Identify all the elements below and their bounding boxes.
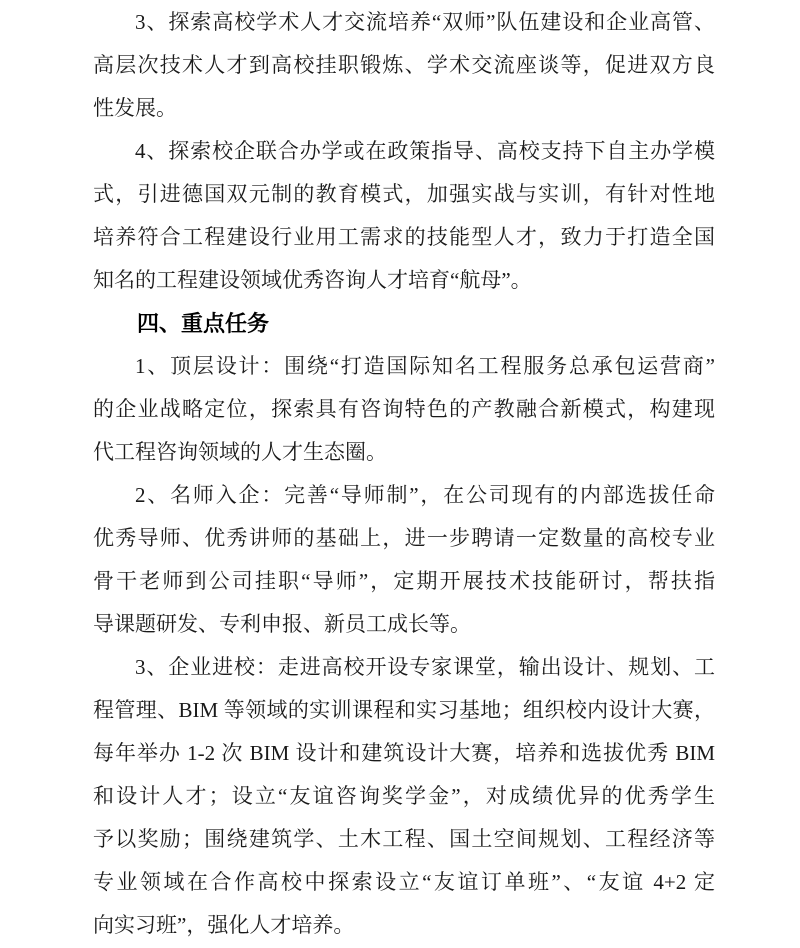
- text-line: 2、名师入企：完善“导师制”，在公司现有的内部选拔任命: [135, 483, 715, 507]
- paragraph-3-talent-exchange: [93, 1, 715, 130]
- paragraph-4-joint-education: [93, 130, 715, 302]
- text-line: 式，引进德国双元制的教育模式，加强实战与实训，有针对性地: [93, 182, 715, 206]
- heading-line: 四、重点任务: [137, 311, 270, 336]
- text-line: 代工程咨询领域的人才生态圈。: [93, 440, 387, 464]
- text-line: 导课题研发、专利申报、新员工成长等。: [93, 612, 471, 636]
- paragraph-2-famous-teachers: [93, 474, 715, 646]
- text-line: 予以奖励；围绕建筑学、土木工程、国土空间规划、工程经济等: [93, 827, 715, 851]
- text-line: 优秀导师、优秀讲师的基础上，进一步聘请一定数量的高校专业: [93, 526, 715, 550]
- text-line: 4、探索校企联合办学或在政策指导、高校支持下自主办学模: [135, 139, 715, 163]
- text-line: 程管理、BIM 等领域的实训课程和实习基地；组织校内设计大赛，: [93, 698, 715, 722]
- paragraph-1-top-level-design: [93, 345, 715, 474]
- text-line: 1、顶层设计：围绕“打造国际知名工程服务总承包运营商”: [135, 354, 715, 378]
- heading-key-tasks: [93, 302, 715, 345]
- text-line: 和设计人才；设立“友谊咨询奖学金”，对成绩优异的优秀学生: [93, 784, 715, 808]
- text-line: 向实习班”，强化人才培养。: [93, 913, 355, 937]
- text-line: 专业领域在合作高校中探索设立“友谊订单班”、“友谊 4+2 定: [93, 870, 715, 894]
- text-line: 3、企业进校：走进高校开设专家课堂，输出设计、规划、工: [135, 655, 715, 679]
- text-line: 的企业战略定位，探索具有咨询特色的产教融合新模式，构建现: [93, 397, 715, 421]
- text-line: 培养符合工程建设行业用工需求的技能型人才，致力于打造全国: [93, 225, 715, 249]
- text-line: 每年举办 1-2 次 BIM 设计和建筑设计大赛，培养和选拔优秀 BIM: [93, 741, 715, 765]
- text-line: 3、探索高校学术人才交流培养“双师”队伍建设和企业高管、: [135, 10, 715, 34]
- paragraph-3-enterprise-into-campus: [93, 646, 715, 947]
- text-line: 骨干老师到公司挂职“导师”，定期开展技术技能研讨，帮扶指: [93, 569, 715, 593]
- text-line: 性发展。: [93, 96, 177, 120]
- text-line: 高层次技术人才到高校挂职锻炼、学术交流座谈等，促进双方良: [93, 53, 715, 77]
- text-line: 知名的工程建设领域优秀咨询人才培育“航母”。: [93, 268, 532, 292]
